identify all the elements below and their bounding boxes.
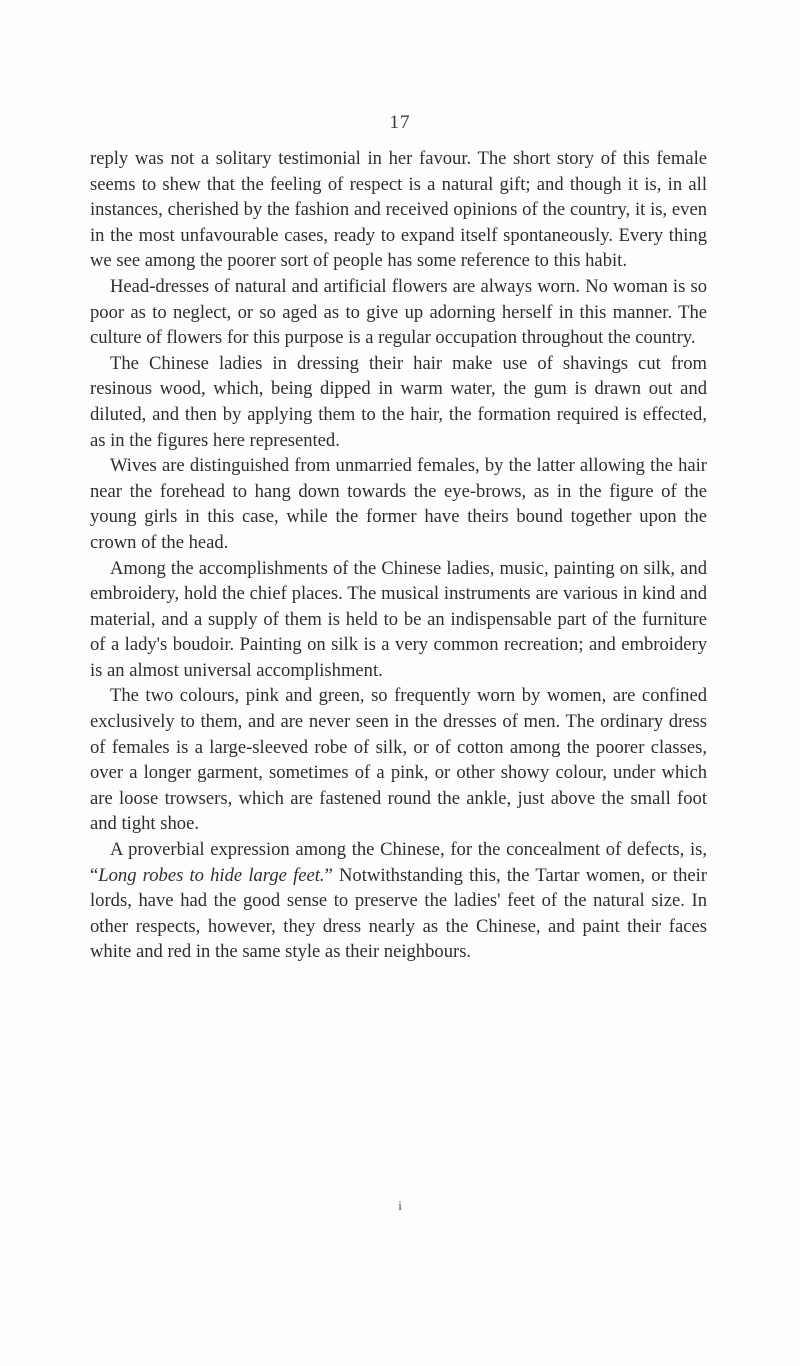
paragraph-hair-dressing: The Chinese ladies in dressing their hair make use of shavings cut from resinous wood, which, being dipped in warm water, the gum is drawn out and diluted, and then by applying them to the hair, the formation required is effected, as in the figures here represented.: [90, 352, 707, 451]
paragraph-accomplishments: Among the accomplishments of the Chinese ladies, music, painting on silk, and embroidery, hold the chief places. The musical instruments are various in kind and material, and a supply of them is held to be an indispensable part of the furniture of a lady's boudoir. Painting on silk is a very common recreation; and embroidery is an almost universal accomplishment.: [90, 557, 707, 681]
paragraph-colours-dress: The two colours, pink and green, so frequently worn by women, are confined exclusively to them, and are never seen in the dresses of men. The ordinary dress of females is a large-sleeved robe of silk, or of cotton among the poorer classes, over a longer garment, sometimes of a pink, or other showy colour, under which are loose trowsers, which are fastened round the ankle, just above the small foot and tight shoe.: [90, 685, 707, 835]
body-text: [90, 146, 707, 965]
paragraph-proverb: [90, 837, 707, 965]
signature-mark: i: [398, 1198, 402, 1213]
paragraph-head-dresses: Head-dresses of natural and artificial flowers are always worn. No woman is so poor as to neglect, or so aged as to give up adorning herself in this manner. The culture of flowers for this purpose is a regular occupation throughout the country.: [90, 275, 707, 349]
paragraph-wives: Wives are distinguished from unmarried females, by the latter allowing the hair near the forehead to hang down towards the eye-brows, as in the figure of the young girls in this case, while the former have theirs bound together upon the crown of the head.: [90, 455, 707, 553]
proverb-text-before: A proverbial expression among the Chinese, for the concealment of defects, is, “: [90, 839, 707, 886]
page-number: 17: [389, 112, 411, 133]
proverb-quote: Long robes to hide large feet.: [98, 864, 325, 886]
proverb-text-after: ” Notwithstanding this, the Tartar women, or their lords, have had the good sense to preserve the ladies' feet of the natural size. In other respects, however, they dress nearly as the Chinese, and paint their faces white and red in the same style as their neighbours.: [90, 864, 708, 963]
paragraph-continuation: reply was not a solitary testimonial in her favour. The short story of this female seems to shew that the feeling of respect is a natural gift; and though it is, in all instances, cherished by the fashion and received opinions of the country, it is, even in the most unfavourable cases, ready to expand itself spontaneously. Every thing we see among the poorer sort of people has some reference to this habit.: [90, 148, 707, 272]
